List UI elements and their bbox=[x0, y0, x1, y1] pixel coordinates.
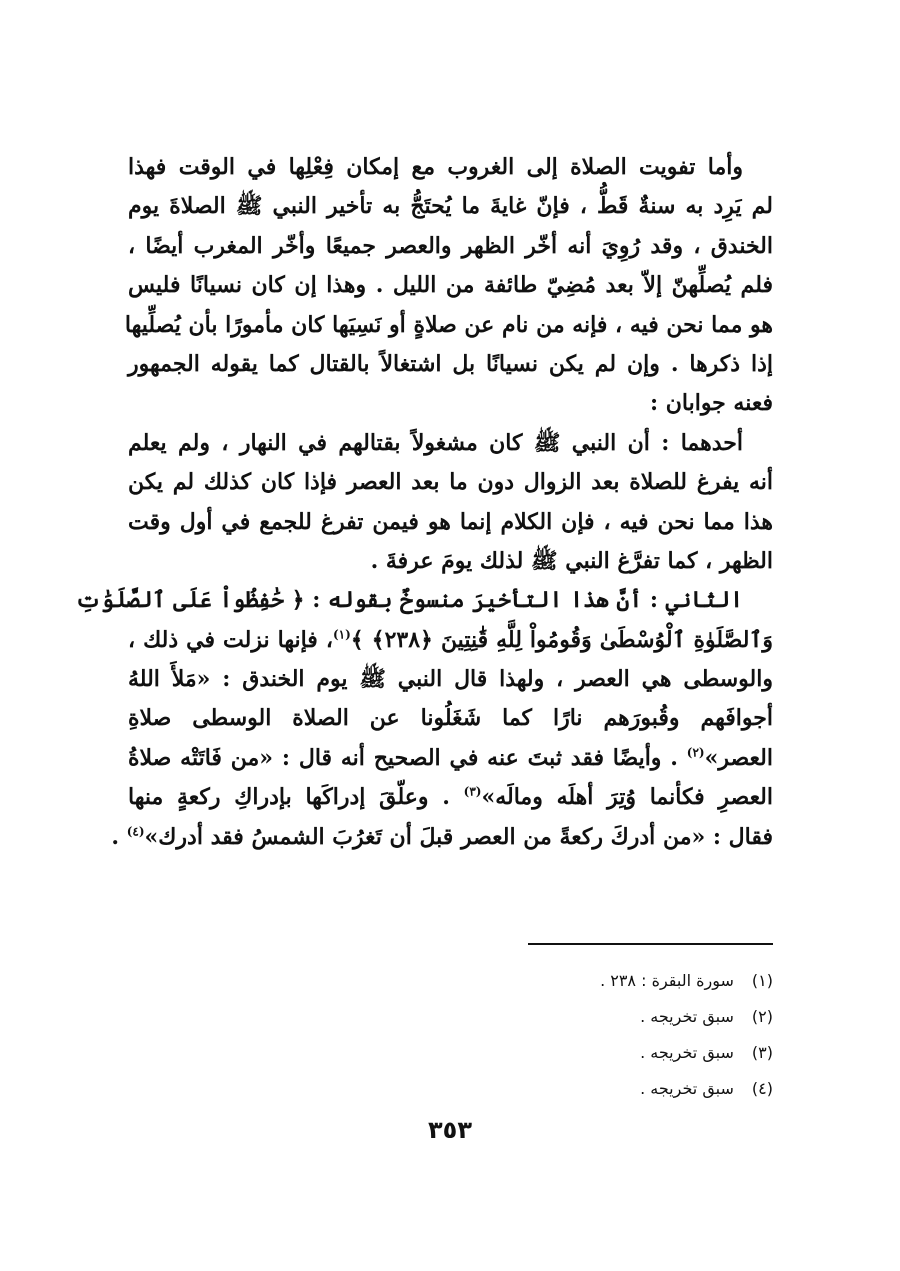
text-line bbox=[128, 621, 773, 660]
text-line: الظهر ، كما تفرَّغ النبي ﷺ لذلك يومَ عرفةَ . bbox=[370, 547, 773, 574]
footnotes bbox=[373, 963, 773, 1107]
text-line: وأما تفويت الصلاة إلى الغروب مع إمكان فِعْلِها في الوقت فهذا bbox=[128, 154, 743, 180]
text-line: الخندق ، وقد رُوِيَ أنه أخّر الظهر والعصر جميعًا وأخّر المغرب أيضًا ، bbox=[128, 232, 773, 259]
text-line: هذا مما نحن فيه ، فإن الكلام إنما هو فيمن تفرغ للجمع في أول وقت bbox=[128, 508, 773, 535]
text-line: لم يَرِد به سنةٌ قَطُّ ، فإنّ غايةَ ما يُحتَجُّ به تأخير النبي ﷺ الصلاةَ يوم bbox=[128, 193, 773, 220]
text-line: هو مما نحن فيه ، فإنه من نام عن صلاةٍ أو نَسِيَها كان مأمورًا بأن يُصلِّيها bbox=[124, 311, 773, 338]
footnote-ref: (٤) bbox=[126, 824, 145, 839]
text-line: أحدهما : أن النبي ﷺ كان مشغولاً بقتالهم في النهار ، ولم يعلم bbox=[128, 429, 743, 456]
text-fragment: العصر» bbox=[704, 744, 773, 771]
footnote bbox=[373, 1035, 773, 1071]
footnote-text: سبق تخريجه . bbox=[640, 1007, 734, 1026]
quran-verse: وَٱلصَّلَوٰةِ ٱلْوُسْطَىٰ وَقُومُواْ لِلَّهِ قَٰنِتِينَ ﴿٢٣٨﴾ ﴾ bbox=[350, 626, 773, 653]
text-line: أنه يفرغ للصلاة بعد الزوال دون ما بعد العصر فإذا كان كذلك لم يكن bbox=[128, 469, 773, 496]
page-number: ٣٥٣ bbox=[428, 1116, 472, 1144]
footnote-ref: (١) bbox=[332, 627, 351, 642]
text-line bbox=[111, 818, 773, 857]
footnote-text: سورة البقرة : ٢٣٨ . bbox=[600, 971, 734, 990]
footnote-number: (٤) bbox=[751, 1079, 773, 1098]
text-line bbox=[128, 778, 773, 817]
text-fragment: . وأيضًا فقد ثبتَ عنه في الصحيح أنه قال : «من فَاتَتْه صلاةُ bbox=[128, 744, 687, 771]
text-line: إذا ذكرها . وإن لم يكن نسيانًا بل اشتغالاً بالقتال كما يقوله الجمهور bbox=[128, 350, 773, 377]
footnote-text: سبق تخريجه . bbox=[640, 1043, 734, 1062]
footnote-ref: (٢) bbox=[686, 745, 705, 760]
text-line: فعنه جوابان : bbox=[649, 390, 773, 417]
footnote-ref: (٣) bbox=[463, 784, 482, 799]
text-fragment: . وعلّقَ إدراكَها بإدراكِ ركعةٍ منها bbox=[128, 784, 464, 811]
text-fragment: ، فإنها نزلت في ذلك ، bbox=[128, 626, 333, 653]
footnote bbox=[373, 999, 773, 1035]
footnote-number: (٣) bbox=[751, 1043, 773, 1062]
footnote-text: سبق تخريجه . bbox=[640, 1079, 734, 1098]
footnote bbox=[373, 963, 773, 999]
text-fragment: فقال : «من أدركَ ركعةً من العصر قبلَ أن تَغرُبَ الشمسُ فقد أدرك» bbox=[144, 823, 773, 850]
text-line: فلم يُصلِّهنّ إلاّ بعد مُضِيّ طائفة من الليل . وهذا إن كان نسيانًا فليس bbox=[128, 272, 773, 299]
main-text bbox=[75, 148, 773, 857]
text-line bbox=[128, 739, 773, 778]
footnote bbox=[373, 1071, 773, 1107]
footnote-separator bbox=[528, 943, 773, 945]
text-line: الثاني : أنَّ هذا التأخيرَ منسوخٌ بقوله : ﴿ حَٰفِظُواْ عَلَى ٱلصَّلَوَٰتِ bbox=[75, 587, 743, 614]
text-line: والوسطى هي العصر ، ولهذا قال النبي ﷺ يوم الخندق : «مَلأَ اللهُ bbox=[128, 666, 773, 693]
footnote-number: (٢) bbox=[751, 1007, 773, 1026]
footnote-number: (١) bbox=[751, 971, 773, 990]
text-fragment: العصرِ فكأنما وُتِرَ أهلَه ومالَه» bbox=[481, 784, 773, 811]
text-fragment: . bbox=[111, 823, 127, 850]
text-line: أجوافَهم وقُبورَهم نارًا كما شَغَلُونا عن الصلاة الوسطى صلاةِ bbox=[128, 705, 773, 732]
